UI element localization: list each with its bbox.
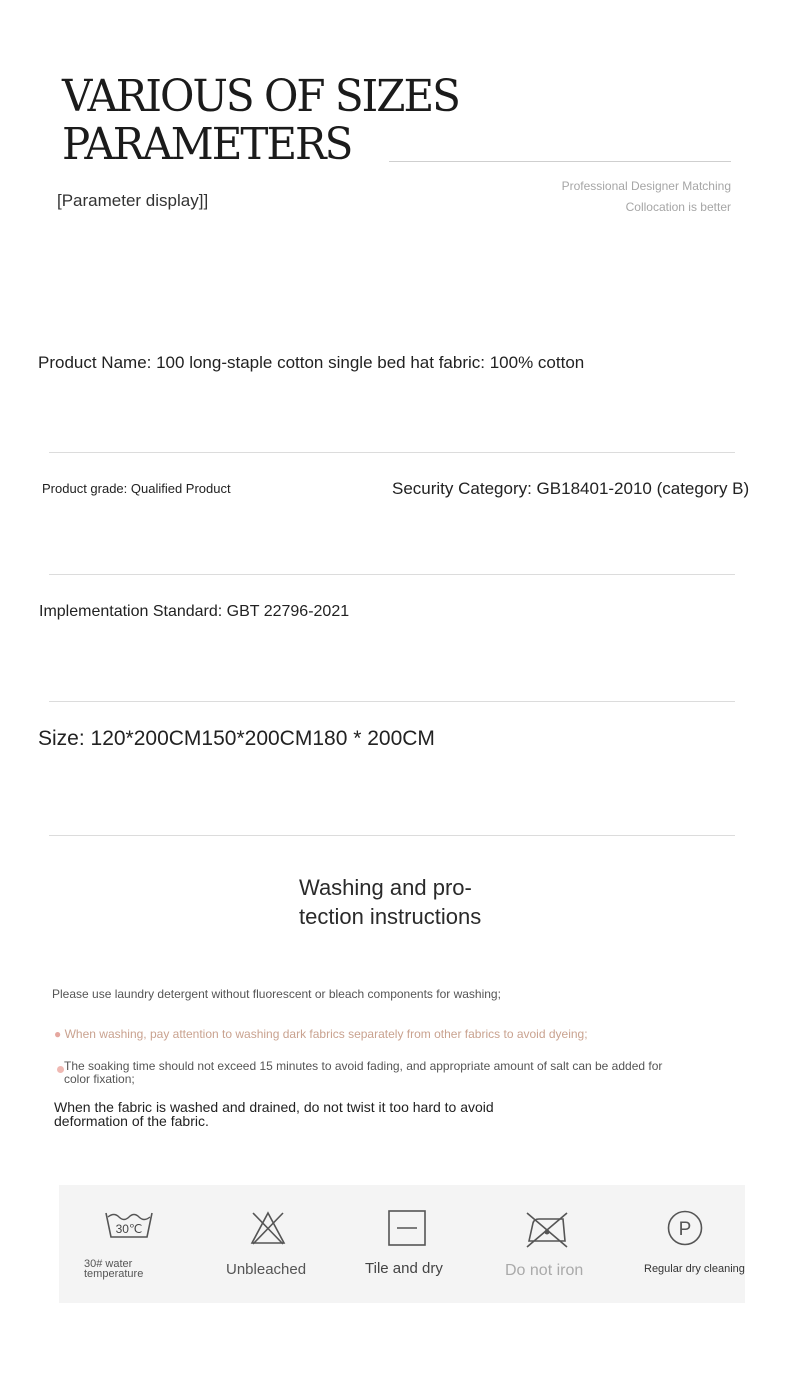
product-size: Size: 120*200CM150*200CM180 * 200CM — [38, 727, 435, 750]
security-category: Security Category: GB18401-2010 (category B) — [392, 479, 750, 498]
title-line-2: PARAMETERS — [62, 118, 352, 170]
dry-clean-icon — [667, 1210, 703, 1246]
tagline-line-1: Professional Designer Matching — [561, 179, 731, 193]
washing-note-dark-fabrics-text: When washing, pay attention to washing dark fabrics separately from other fabrics to avoid dyeing; — [64, 1027, 588, 1041]
bullet-icon: ● — [54, 1027, 62, 1041]
care-item-dry-clean — [607, 1185, 745, 1303]
do-not-iron-icon — [525, 1211, 569, 1249]
dry-clean-letter: P — [678, 1219, 692, 1240]
divider — [49, 835, 735, 836]
page-title — [62, 69, 482, 170]
wash-temp-text: 30℃ — [115, 1222, 143, 1236]
washing-note-detergent: Please use laundry detergent without fluorescent or bleach components for washing; — [52, 987, 501, 1001]
divider — [49, 452, 735, 453]
care-label-dry: Tile and dry — [365, 1260, 443, 1277]
tagline — [562, 176, 731, 218]
washing-title — [299, 873, 539, 931]
washing-note-twist: When the fabric is washed and drained, do not twist it too hard to avoid deformation of the fabric. — [54, 1099, 494, 1129]
care-item-wash — [59, 1185, 196, 1303]
care-label-iron: Do not iron — [505, 1262, 584, 1279]
care-item-iron — [470, 1185, 607, 1303]
title-divider — [389, 161, 731, 162]
care-item-bleach — [196, 1185, 333, 1303]
care-label-bleach: Unbleached — [226, 1261, 307, 1278]
washing-note-dark-fabrics — [54, 1027, 588, 1041]
washing-note-soaking-text: The soaking time should not exceed 15 minutes to avoid fading, and appropriate amount of salt can be added for color fixation; — [64, 1059, 663, 1086]
care-symbols-panel — [59, 1185, 745, 1303]
no-bleach-icon — [250, 1210, 286, 1246]
care-item-dry — [333, 1185, 470, 1303]
divider — [49, 701, 735, 702]
wash-30-icon — [104, 1209, 154, 1241]
product-name: Product Name: 100 long-staple cotton single bed hat fabric: 100% cotton — [38, 353, 585, 372]
care-label-dry-clean: Regular dry cleaning — [644, 1263, 745, 1275]
tile-dry-icon — [388, 1210, 426, 1246]
washing-title-line-1: Washing and pro- — [299, 875, 472, 900]
implementation-standard: Implementation Standard: GBT 22796-2021 — [39, 603, 350, 620]
divider — [49, 574, 735, 575]
washing-note-soaking — [57, 1060, 667, 1086]
title-line-1: VARIOUS OF SIZES — [62, 69, 459, 122]
tagline-line-2: Collocation is better — [625, 200, 731, 214]
bullet-icon — [57, 1066, 64, 1073]
product-grade: Product grade: Qualified Product — [42, 481, 231, 496]
page-subtitle: [Parameter display]] — [57, 191, 209, 210]
care-label-wash: 30# water temperature — [84, 1258, 144, 1280]
washing-title-line-2: tection instructions — [299, 904, 482, 929]
